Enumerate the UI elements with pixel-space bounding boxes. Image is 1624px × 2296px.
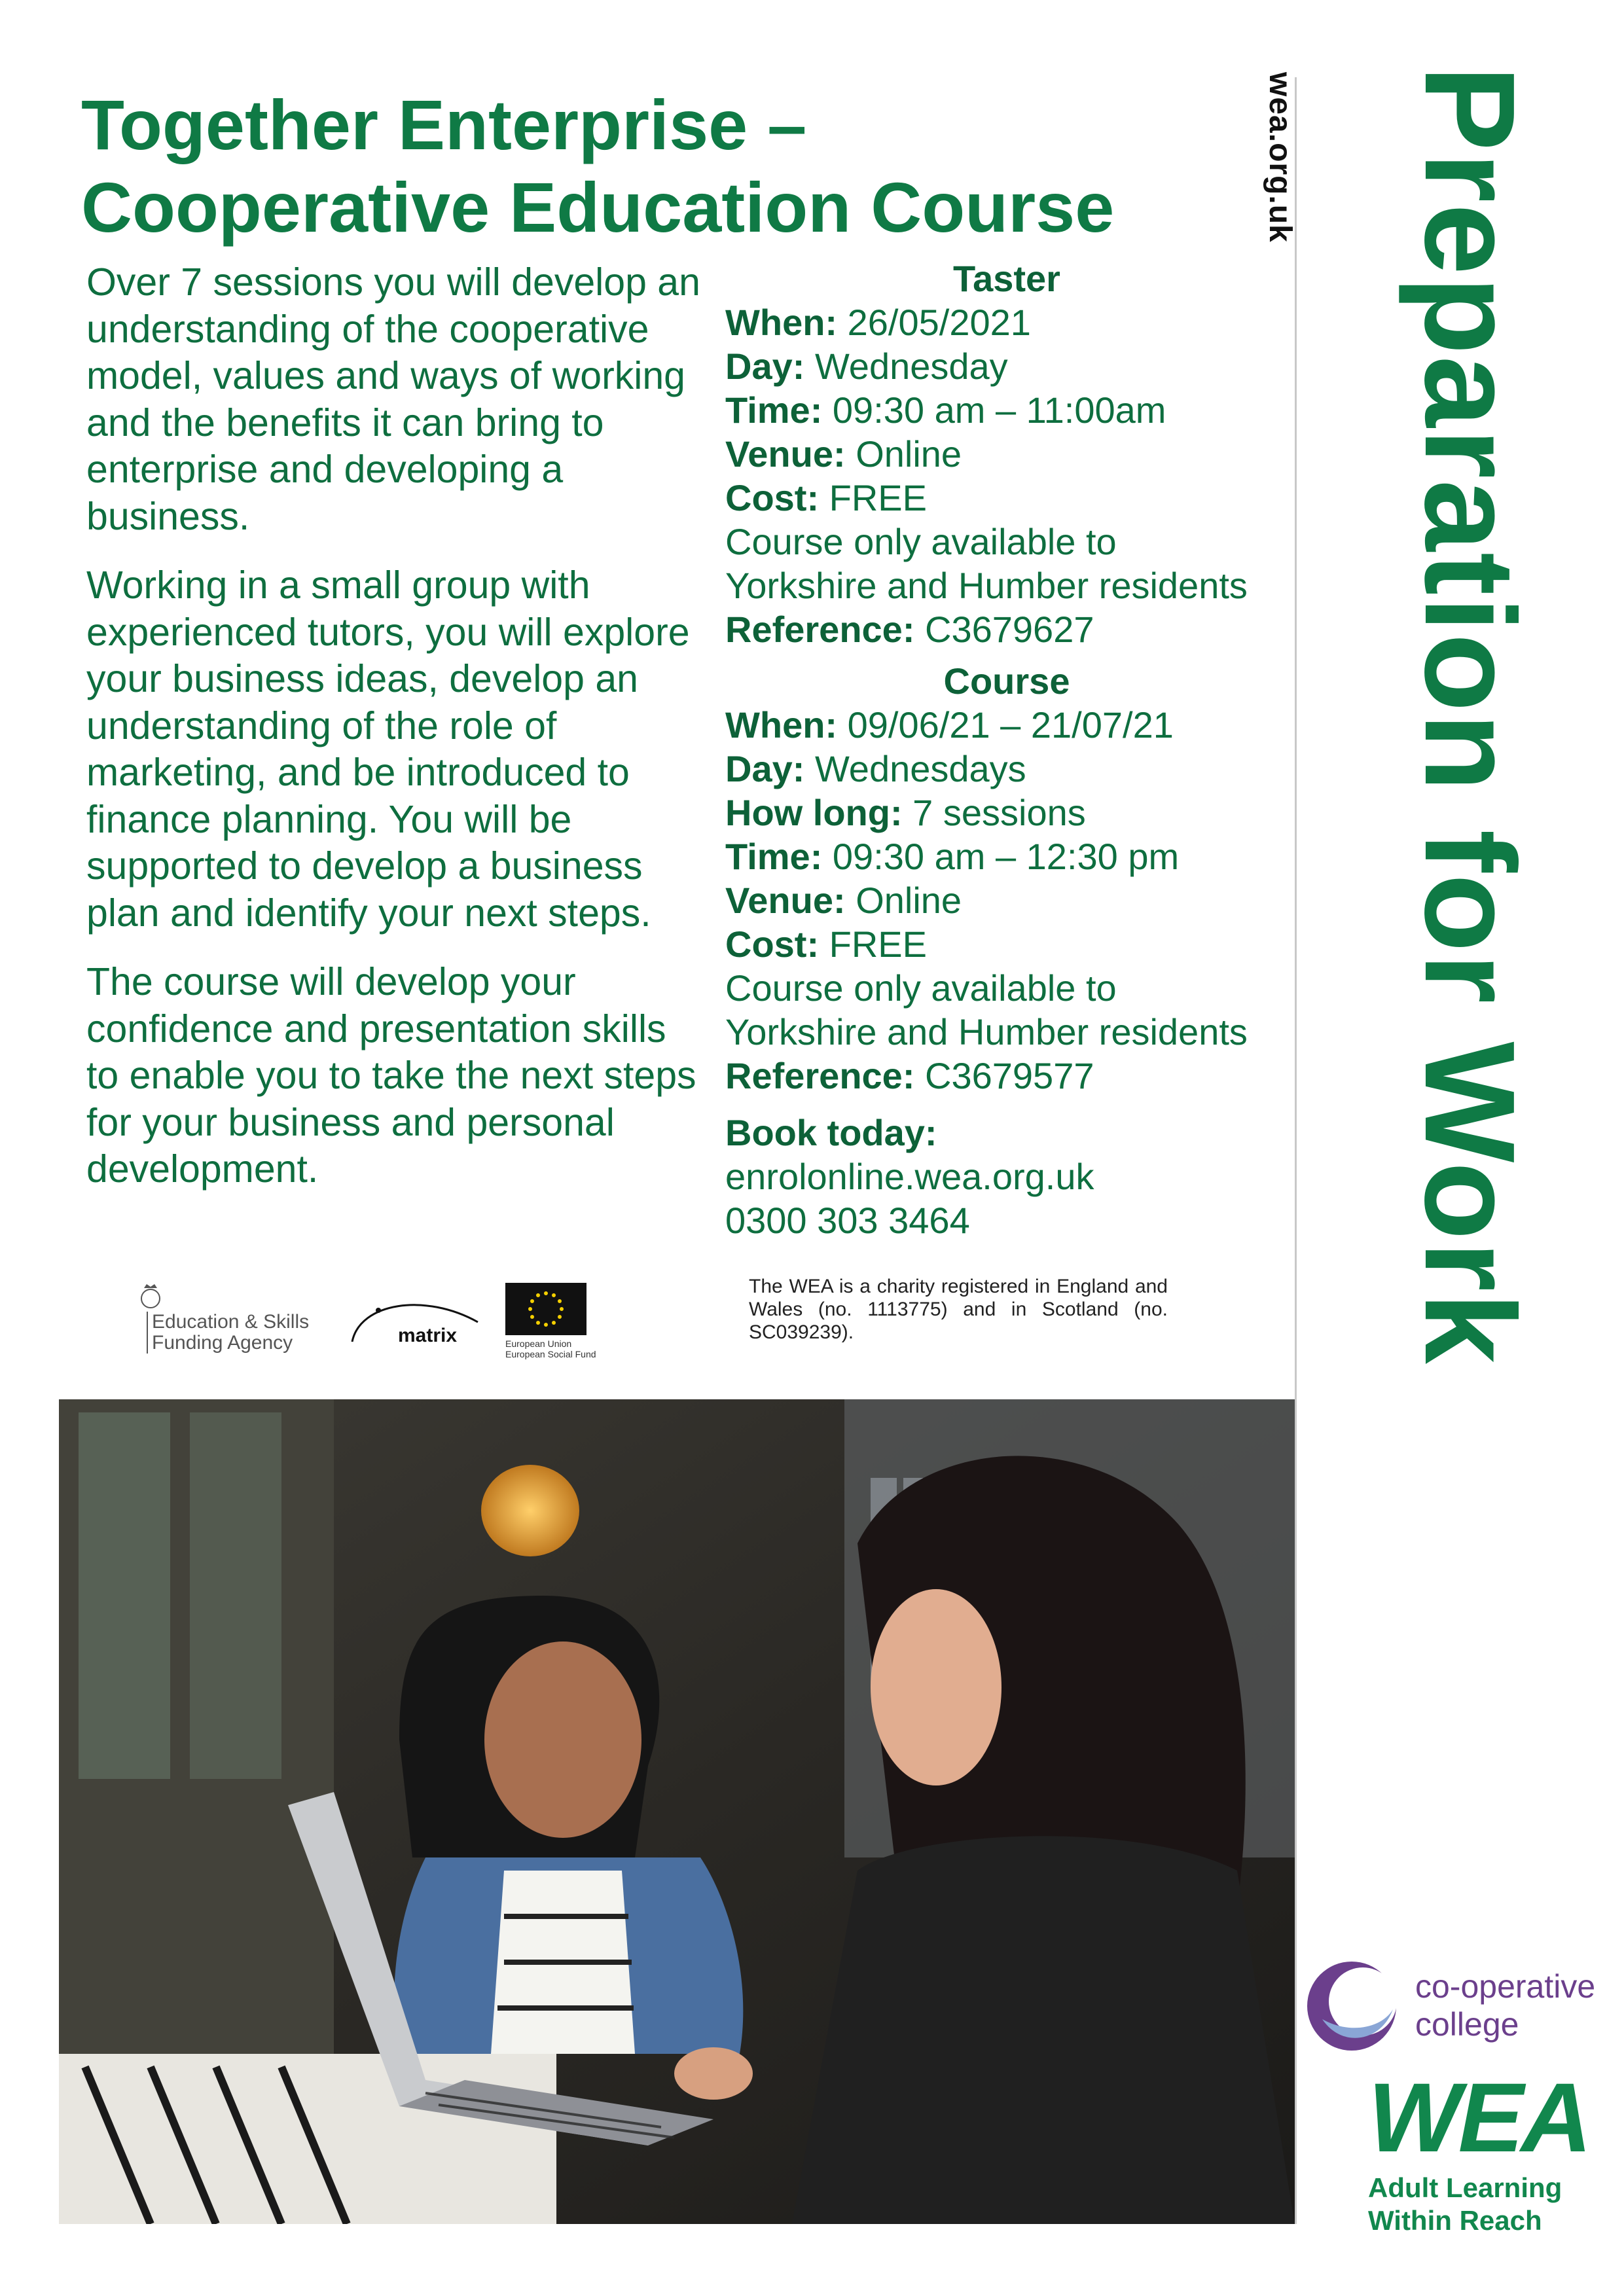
charity-notice: The WEA is a charity registered in England and Wales (no. 1113775) and in Scotland (no. SC039239).	[749, 1276, 1168, 1343]
divider-line	[1295, 77, 1297, 2224]
course-cost: Cost: FREE	[725, 924, 928, 965]
royal-crest-icon	[137, 1283, 164, 1312]
taster-when: When: 26/05/2021	[725, 302, 1031, 343]
course-day: Day: Wednesdays	[725, 748, 1026, 789]
eu-line-2: European Social Fund	[505, 1349, 596, 1359]
intro-paragraph-2: Working in a small group with experienced tutors, you will explore your business ideas, develop an understanding of the role of marketing, and be introduced to finance planning. You will be supported to develop a business plan and identify your next steps.	[86, 564, 690, 935]
esfa-line-1: Education & Skills	[152, 1311, 310, 1333]
wea-tagline-1: Adult Learning	[1368, 2172, 1562, 2203]
course-note-1: Course only available to	[725, 967, 1117, 1009]
photo-illustration	[59, 1399, 1295, 2224]
coop-swirl-icon	[1303, 1957, 1401, 2055]
title-line-1: Together Enterprise –	[81, 85, 807, 164]
coop-line-2: college	[1415, 2006, 1519, 2043]
course-reference: Reference: C3679577	[725, 1055, 1094, 1096]
book-today-label: Book today:	[725, 1112, 937, 1153]
course-heading: Course	[943, 660, 1070, 702]
cooperative-college-logo	[1303, 1957, 1617, 2055]
eu-flag-icon	[505, 1283, 586, 1335]
website-vertical-text[interactable]: wea.org.uk	[1263, 72, 1297, 243]
page-title	[81, 84, 1155, 249]
eu-line-1: European Union	[505, 1338, 572, 1349]
course-description	[86, 259, 702, 1215]
intro-paragraph-3: The course will develop your confidence and presentation skills to enable you to take the next steps for your business and personal development.	[86, 960, 696, 1191]
intro-paragraph-1: Over 7 sessions you will develop an understanding of the cooperative model, values and ways of working and the benefits it can bring to enterprise and developing a business.	[86, 260, 700, 538]
taster-note-2: Yorkshire and Humber residents	[725, 565, 1248, 606]
esfa-line-2: Funding Agency	[152, 1332, 293, 1354]
esfa-logo	[137, 1283, 310, 1354]
preparation-for-work-banner: Preparation for Work	[1398, 65, 1542, 1365]
taster-note-1: Course only available to	[725, 521, 1117, 562]
course-when: When: 09/06/21 – 21/07/21	[725, 704, 1174, 745]
taster-day: Day: Wednesday	[725, 346, 1008, 387]
course-time: Time: 09:30 am – 12:30 pm	[725, 836, 1180, 877]
matrix-text: matrix	[398, 1325, 458, 1346]
booking-url-link[interactable]: enrolonline.wea.org.uk	[725, 1156, 1094, 1197]
matrix-logo	[347, 1296, 491, 1361]
taster-reference: Reference: C3679627	[725, 609, 1094, 650]
wea-tagline-2: Within Reach	[1368, 2205, 1542, 2236]
eu-logo	[505, 1283, 596, 1359]
taster-heading: Taster	[953, 258, 1060, 299]
course-note-2: Yorkshire and Humber residents	[725, 1011, 1248, 1052]
course-how-long: How long: 7 sessions	[725, 792, 1086, 833]
booking-phone[interactable]: 0300 303 3464	[725, 1200, 970, 1241]
wea-logo	[1368, 2062, 1604, 2237]
taster-cost: Cost: FREE	[725, 477, 928, 518]
title-line-2: Cooperative Education Course	[81, 168, 1115, 247]
coop-line-1: co-operative	[1415, 1968, 1596, 2005]
course-details	[725, 257, 1288, 1242]
taster-venue: Venue: Online	[725, 433, 962, 475]
course-venue: Venue: Online	[725, 880, 962, 921]
taster-time: Time: 09:30 am – 11:00am	[725, 389, 1166, 431]
students-laptop-photo	[59, 1399, 1295, 2224]
wea-wordmark: WEA	[1368, 2062, 1589, 2172]
